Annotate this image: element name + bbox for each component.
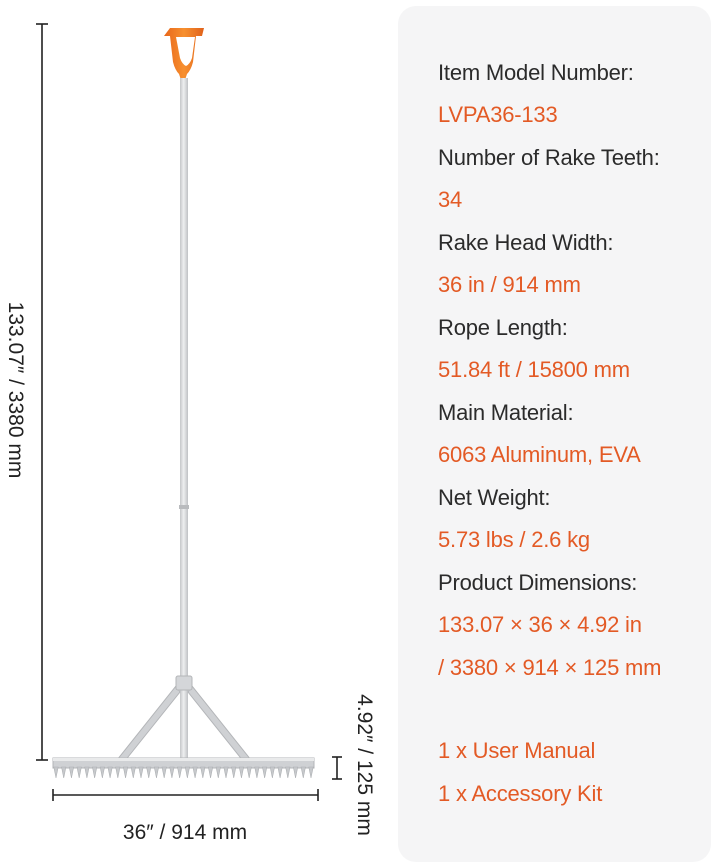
width-dimension-line <box>53 789 318 801</box>
rake-tooth <box>62 767 66 778</box>
rake-tooth <box>193 767 197 778</box>
rake-tooth <box>301 767 305 778</box>
rake-tooth <box>116 767 120 778</box>
rake-tooth <box>293 767 297 778</box>
included-user-manual: 1 x User Manual <box>438 738 596 763</box>
depth-dimension-line <box>332 757 342 779</box>
included-accessory-kit: 1 x Accessory Kit <box>438 781 603 806</box>
rake-tooth <box>216 767 220 778</box>
rake-tooth <box>147 767 151 778</box>
width-dimension-label: 36″ / 914 mm <box>122 821 248 844</box>
main-material-label: Main Material: <box>438 400 574 425</box>
rake-tooth <box>92 767 96 778</box>
rake-tooth <box>123 767 127 778</box>
rope-length-label: Rope Length: <box>438 315 568 340</box>
height-dimension-label: 133.07″ / 3380 mm <box>4 301 27 479</box>
rake-tooth <box>185 767 189 778</box>
main-material-value: 6063 Aluminum, EVA <box>438 442 641 467</box>
product-dimensions-label: Product Dimensions: <box>438 570 638 595</box>
rake-tooth <box>77 767 81 778</box>
rake-tooth <box>270 767 274 778</box>
net-weight-value: 5.73 lbs / 2.6 kg <box>438 527 590 552</box>
height-dimension-line <box>36 24 48 760</box>
rake-tooth <box>100 767 104 778</box>
depth-dimension-label: 4.92″ / 125 mm <box>353 694 376 836</box>
rake-teeth-label: Number of Rake Teeth: <box>438 145 660 170</box>
rake-tooth <box>224 767 228 778</box>
rake-tooth <box>286 767 290 778</box>
rake-tooth <box>54 767 58 778</box>
product-dimensions-value-mm: / 3380 × 914 × 125 mm <box>438 655 662 680</box>
rake-tooth <box>278 767 282 778</box>
model-number-value: LVPA36-133 <box>438 102 558 127</box>
rake-tooth <box>247 767 251 778</box>
rake-tooth <box>232 767 236 778</box>
rake-tooth <box>162 767 166 778</box>
rake-tooth <box>201 767 205 778</box>
product-dimensions-value-in: 133.07 × 36 × 4.92 in <box>438 612 642 637</box>
rake-tooth <box>177 767 181 778</box>
d-handle <box>164 28 204 80</box>
rake-tooth <box>309 767 313 778</box>
rope-length-value: 51.84 ft / 15800 mm <box>438 357 630 382</box>
rake-tooth <box>170 767 174 778</box>
rake-tooth <box>208 767 212 778</box>
rake-teeth-value: 34 <box>438 187 463 212</box>
model-number-label: Item Model Number: <box>438 60 634 85</box>
rake-tooth <box>69 767 73 778</box>
head-width-value: 36 in / 914 mm <box>438 272 581 297</box>
rake-teeth <box>54 767 313 778</box>
head-width-label: Rake Head Width: <box>438 230 614 255</box>
rake-tooth <box>131 767 135 778</box>
rake-tooth <box>239 767 243 778</box>
rake-tooth <box>108 767 112 778</box>
rake-tooth <box>262 767 266 778</box>
rake-tooth <box>255 767 259 778</box>
rake-head <box>53 758 314 778</box>
rake-tooth <box>154 767 158 778</box>
rake-pole <box>180 78 188 768</box>
rake-tooth <box>139 767 143 778</box>
net-weight-label: Net Weight: <box>438 485 551 510</box>
rake-tooth <box>85 767 89 778</box>
specifications-panel <box>398 6 711 862</box>
